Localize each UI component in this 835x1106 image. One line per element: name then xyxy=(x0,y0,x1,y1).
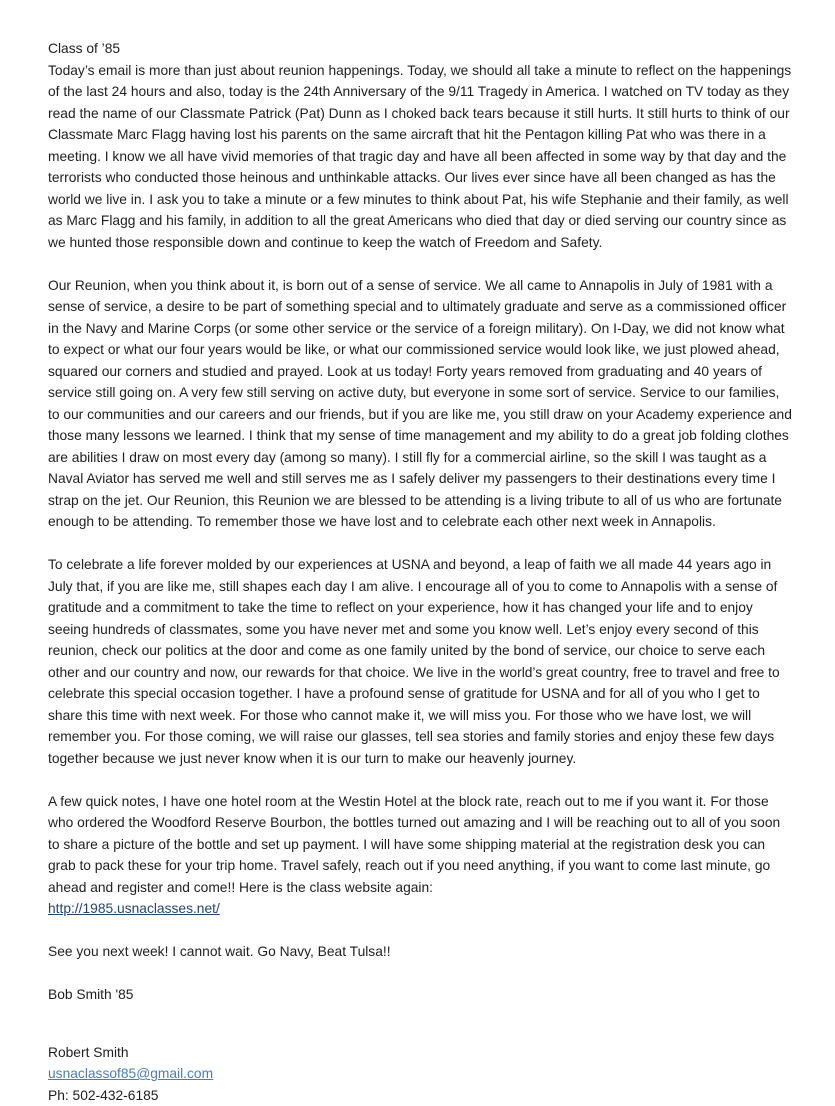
paragraph-reunion-service: Our Reunion, when you think about it, is born out of a sense of service. We all came to Annapolis in July of 1981 with a sense of service, a desire to be part of something special and to ultimately graduate and serve as a commissioned officer in the Navy and Marine Corps (or some other service or the service of a foreign military). On I-Day, we did not know what to expect or what our four years would be like, or what our commissioned service would look like, we just plowed ahead, squared our corners and studied and prayed. Look at us today! Forty years removed from graduating and 40 years of service still going on. A very few still serving on active duty, but everyone in some sort of service. Service to our families, to our communities and our careers and our friends, but if you are like me, you still draw on your Academy experience and those many lessons we learned. I think that my sense of time management and my ability to do a great job folding clothes are abilities I draw on most every day (among so many). I still fly for a commercial airline, so the skill I was taught as a Naval Aviator has served me well and still serves me as I safely deliver my passengers to their destinations every time I strap on the jet. Our Reunion, this Reunion we are blessed to be attending is a living tribute to all of us who are fortunate enough to be attending. To remember those we have lost and to celebrate each other next week in Annapolis. xyxy=(48,275,793,533)
closing-line: See you next week! I cannot wait. Go Navy, Beat Tulsa!! xyxy=(48,941,793,963)
contact-block xyxy=(48,1042,793,1106)
contact-email-line xyxy=(48,1063,793,1085)
paragraph-celebrate-usna: To celebrate a life forever molded by our experiences at USNA and beyond, a leap of faith we all made 44 years ago in July that, if you are like me, still shapes each day I am alive. I encourage all of you to come to Annapolis with a sense of gratitude and a commitment to take the time to reflect on your experience, how it has changed your life and to enjoy seeing hundreds of classmates, some you have never met and some you know well. Let’s enjoy every second of this reunion, check our politics at the door and come as one family united by the bond of service, our choice to serve each other and our country and now, our rewards for that choice. We live in the world’s great country, free to travel and free to celebrate this special occasion together. I have a profound sense of gratitude for USNA and for all of you who I get to share this time with next week. For those who cannot make it, we will miss you. For those who we have lost, we will remember you. For those coming, we will raise our glasses, tell sea stories and family stories and enjoy these few days together because we just never know when it is our turn to make our heavenly journey. xyxy=(48,554,793,769)
website-link-line xyxy=(48,898,793,920)
letter-body xyxy=(48,38,793,1106)
contact-phone: Ph: 502-432-6185 xyxy=(48,1085,793,1106)
paragraph-quick-notes: A few quick notes, I have one hotel room at the Westin Hotel at the block rate, reach out to me if you want it. For those who ordered the Woodford Reserve Bourbon, the bottles turned out amazing and I will be reaching out to all of you soon to share a picture of the bottle and set up payment. I will have some shipping material at the registration desk you can grab to pack these for your trip home. Travel safely, reach out if you need anything, if you want to come last minute, go ahead and register and come!! Here is the class website again: xyxy=(48,791,793,899)
contact-name: Robert Smith xyxy=(48,1042,793,1064)
letter-salutation: Class of ’85 xyxy=(48,38,793,60)
class-website-link[interactable]: http://1985.usnaclasses.net/ xyxy=(48,901,220,916)
email-link[interactable]: usnaclassof85@gmail.com xyxy=(48,1066,213,1081)
paragraph-911-reflection: Today’s email is more than just about reunion happenings. Today, we should all take a minute to reflect on the happenings of the last 24 hours and also, today is the 24th Anniversary of the 9/11 Tragedy in America. I watched on TV today as they read the name of our Classmate Patrick (Pat) Dunn as I choked back tears because it still hurts. It still hurts to think of our Classmate Marc Flagg having lost his parents on the same aircraft that hit the Pentagon killing Pat who was there in a meeting. I know we all have vivid memories of that tragic day and have all been affected in some way by that day and the terrorists who conducted those heinous and unthinkable attacks. Our lives ever since have all been changed as has the world we live in. I ask you to take a minute or a few minutes to think about Pat, his wife Stephanie and their family, as well as Marc Flagg and his family, in addition to all the great Americans who died that day or died serving our country since as we hunted those responsible down and continue to keep the watch of Freedom and Safety. xyxy=(48,60,793,254)
signature-name: Bob Smith '85 xyxy=(48,984,793,1006)
